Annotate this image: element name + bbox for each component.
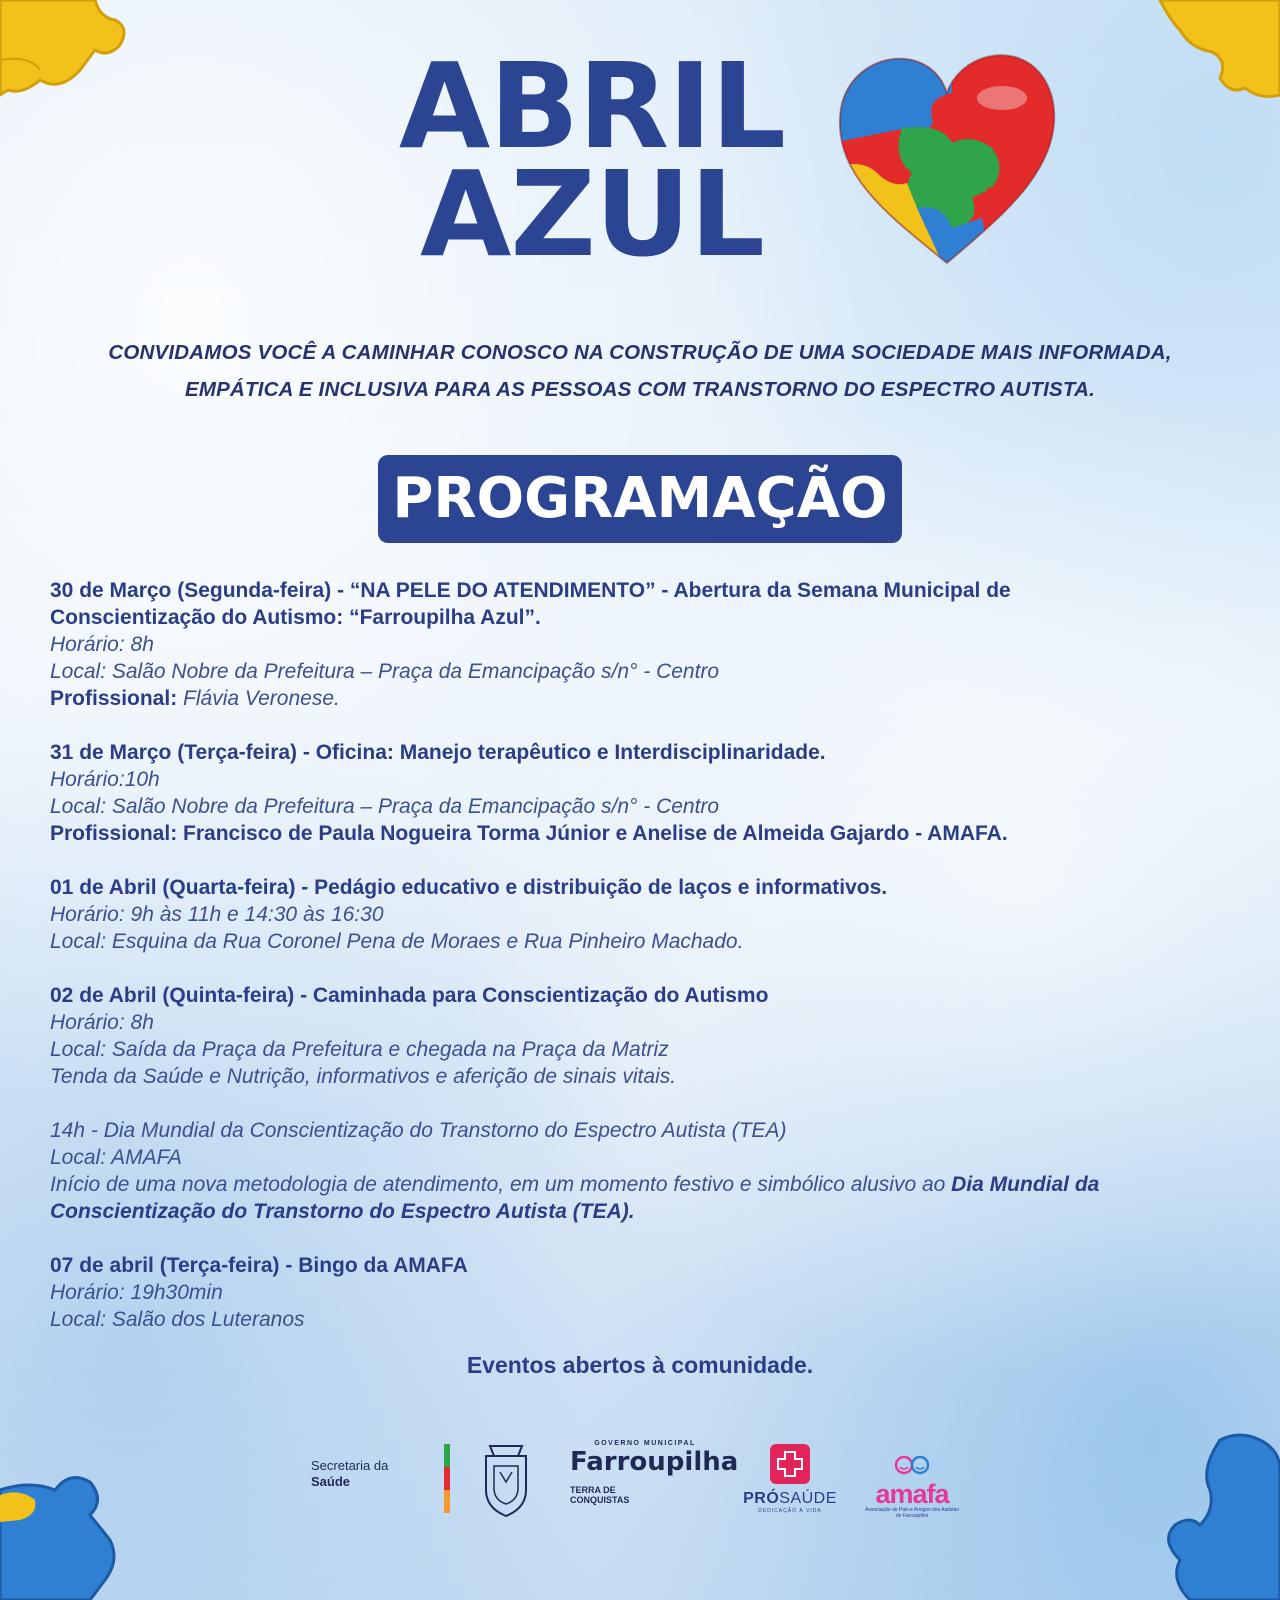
puzzle-top-left-icon [0,0,130,100]
prosaude-rest: SAÚDE [779,1490,837,1507]
event-heading: 31 de Março (Terça-feira) - Oficina: Manejo terapêutico e Interdisciplinaridade. [50,741,826,764]
secretaria-logo [311,1458,388,1490]
amafa-subtitle: Associação de Pais e Amigos dos Autistas de Farroupilha [865,1507,959,1519]
municipal-crest-icon [480,1442,532,1520]
title-line-2: AZUL [420,145,764,283]
farroupilha-name: Farroupilha [570,1447,739,1477]
governo-label: GOVERNO MUNICIPAL [594,1440,696,1447]
event-time: Horário: 9h às 11h e 14:30 às 16:30 [50,903,384,926]
puzzle-top-right-icon [1150,0,1280,100]
event-time: Horário: 8h [50,1011,154,1034]
event-description-text: Início de uma nova metodologia de atendimento, em um momento festivo e simbólico alusivo ao [50,1173,952,1196]
schedule [50,577,1230,1360]
medical-cross-icon [770,1444,810,1484]
event-heading: 07 de abril (Terça-feira) - Bingo da AMAFA [50,1254,468,1277]
closing-text: Eventos abertos à comunidade. [466,1352,814,1378]
title-line-1: ABRIL [398,37,786,175]
logos-footer [0,1440,1280,1530]
event-time: Horário:10h [50,768,160,791]
farroupilha-logo [570,1440,738,1505]
secretaria-line-1: Secretaria da [311,1458,389,1473]
programacao-badge: PROGRAMAÇÃO [378,455,902,543]
smiley-faces-icon [892,1454,932,1476]
terra-line-2: CONQUISTAS [570,1495,630,1505]
event-heading-cont: Conscientização do Autismo: “Farroupilha Azul”. [50,606,541,629]
puzzle-heart-icon [832,48,1062,273]
event-extra: Tenda da Saúde e Nutrição, informativos e aferição de sinais vitais. [50,1065,677,1088]
event-item [50,1117,1230,1225]
terra-line-1: TERRA DE [570,1485,616,1495]
main-title [392,37,792,283]
event-item [50,1252,1230,1333]
professional-value: Flávia Veronese. [177,687,340,710]
secretaria-line-2: Saúde [311,1474,351,1489]
event-heading: 30 de Março (Segunda-feira) - “NA PELE DO ATENDIMENTO” - Abertura da Semana Municipal de [50,579,1011,602]
prosaude-tagline: DEDICAÇÃO À VIDA [758,1508,822,1514]
event-item [50,982,1230,1090]
prosaude-logo [740,1444,840,1514]
event-location: Local: Saída da Praça da Prefeitura e chegada na Praça da Matriz [50,1038,669,1061]
event-professional [50,685,1230,712]
event-item [50,874,1230,955]
event-time: Horário: 19h30min [50,1281,223,1304]
event-time: 14h - Dia Mundial da Conscientização do Transtorno do Espectro Autista (TEA) [50,1119,787,1142]
event-description [50,1171,1230,1225]
event-description-bold: Dia Mundial da Conscientização do Transtorno do Espectro Autista (TEA). [50,1173,1100,1223]
intro-text [40,334,1240,408]
prosaude-name [740,1490,840,1508]
event-location: Local: AMAFA [50,1146,182,1169]
intro-line-2: EMPÁTICA E INCLUSIVA PARA AS PESSOAS COM TRANSTORNO DO ESPECTRO AUTISTA. [184,378,1095,401]
event-location: Local: Salão Nobre da Prefeitura – Praça da Emancipação s/n° - Centro [50,795,720,818]
color-bars-icon [444,1444,450,1514]
event-location: Local: Salão dos Luteranos [50,1308,305,1331]
event-heading: 02 de Abril (Quinta-feira) - Caminhada para Conscientização do Autismo [50,984,769,1007]
event-location: Local: Salão Nobre da Prefeitura – Praça da Emancipação s/n° - Centro [50,660,720,683]
event-location: Local: Esquina da Rua Coronel Pena de Moraes e Rua Pinheiro Machado. [50,930,744,953]
prosaude-bold: PRÓ [743,1490,780,1507]
amafa-logo [862,1454,962,1519]
event-time: Horário: 8h [50,633,154,656]
professional-label: Profissional: [50,687,178,710]
event-item [50,739,1230,847]
event-heading: 01 de Abril (Quarta-feira) - Pedágio educativo e distribuição de laços e informativos. [50,876,888,899]
event-professional: Profissional: Francisco de Paula Nogueira Torma Júnior e Anelise de Almeida Gajardo - AMAFA. [50,822,1008,845]
amafa-name: amafa [875,1479,949,1509]
intro-line-1: CONVIDAMOS VOCÊ A CAMINHAR CONOSCO NA CONSTRUÇÃO DE UMA SOCIEDADE MAIS INFORMADA, [108,341,1172,364]
event-item [50,577,1230,712]
